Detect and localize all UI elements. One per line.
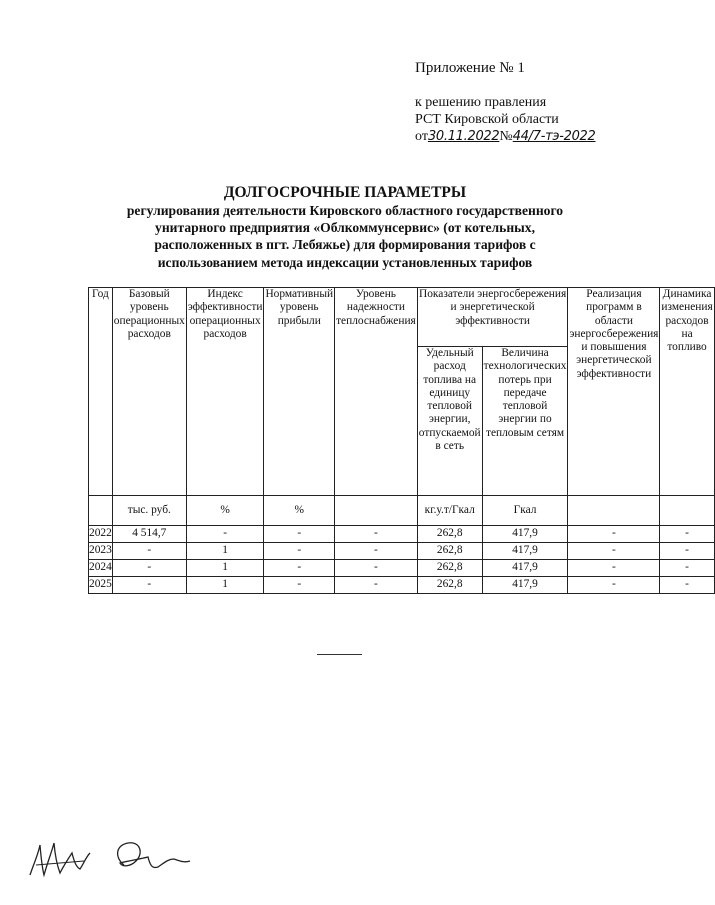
header-efficiency-index: Индекс эффективности операционных расходов (186, 288, 264, 496)
cell-base: - (112, 543, 186, 560)
cell-specific: 262,8 (417, 543, 482, 560)
cell-losses: 417,9 (482, 526, 568, 543)
cell-fuel: - (660, 577, 714, 594)
handwritten-signatures (24, 835, 204, 885)
cell-fuel: - (660, 543, 714, 560)
table-row (89, 526, 715, 543)
header-year: Год (89, 288, 113, 496)
document-title (80, 183, 610, 271)
unit-specific: кг.у.т/Гкал (417, 496, 482, 526)
cell-index: 1 (186, 577, 264, 594)
cell-index: 1 (186, 543, 264, 560)
unit-profit: % (264, 496, 335, 526)
decision-number: 44/7-тэ-2022 (512, 129, 596, 144)
title-line-2: унитарного предприятия «Облкоммунсервис» (от котельных, (155, 220, 535, 236)
header-programs: Реализация программ в области энергосбережения и повышения энергетической эффективности (568, 288, 660, 496)
cell-fuel: - (660, 560, 714, 577)
number-prefix: № (499, 129, 513, 144)
cell-year: 2024 (89, 560, 113, 577)
cell-base: 4 514,7 (112, 526, 186, 543)
cell-fuel: - (660, 526, 714, 543)
closing-divider (317, 654, 362, 655)
cell-programs: - (568, 543, 660, 560)
cell-base: - (112, 560, 186, 577)
cell-profit: - (264, 543, 335, 560)
cell-losses: 417,9 (482, 577, 568, 594)
cell-losses: 417,9 (482, 560, 568, 577)
cell-base: - (112, 577, 186, 594)
title-line-1: регулирования деятельности Кировского областного государственного (126, 203, 564, 218)
decision-date: 30.11.2022 (427, 129, 500, 144)
title-line-3: расположенных в пгт. Лебяжье) для формирования тарифов с (154, 237, 536, 253)
table-row (89, 543, 715, 560)
header-reliability: Уровень надежности теплоснабжения (335, 288, 418, 496)
unit-losses: Гкал (482, 496, 568, 526)
cell-reliability: - (335, 577, 418, 594)
appendix-label: Приложение № 1 (415, 60, 525, 76)
cell-specific: 262,8 (417, 526, 482, 543)
cell-reliability: - (335, 560, 418, 577)
cell-profit: - (264, 577, 335, 594)
header-energy-group: Показатели энергосбережения и энергетической эффективности (417, 288, 568, 347)
cell-index: 1 (186, 560, 264, 577)
decision-line-2: РСТ Кировской области (415, 112, 559, 127)
cell-year: 2025 (89, 577, 113, 594)
header-heat-losses: Величина технологических потерь при передаче тепловой энергии по тепловым сетям (482, 347, 568, 496)
cell-reliability: - (335, 526, 418, 543)
ot-prefix: от (415, 129, 428, 144)
cell-profit: - (264, 526, 335, 543)
cell-reliability: - (335, 543, 418, 560)
unit-base: тыс. руб. (112, 496, 186, 526)
header-fuel-dynamics: Динамика изменения расходов на топливо (660, 288, 714, 496)
cell-year: 2023 (89, 543, 113, 560)
unit-year (89, 496, 113, 526)
cell-profit: - (264, 560, 335, 577)
decision-reference (415, 94, 596, 145)
table-row (89, 577, 715, 594)
header-base-costs: Базовый уровень операционных расходов (112, 288, 186, 496)
header-specific-fuel: Удельный расход топлива на единицу тепловой энергии, отпускаемой в сеть (417, 347, 482, 496)
cell-programs: - (568, 577, 660, 594)
title-line-4: использованием метода индексации установленных тарифов (157, 254, 533, 270)
unit-index: % (186, 496, 264, 526)
cell-specific: 262,8 (417, 577, 482, 594)
cell-index: - (186, 526, 264, 543)
unit-reliability (335, 496, 418, 526)
cell-programs: - (568, 526, 660, 543)
cell-programs: - (568, 560, 660, 577)
decision-line-1: к решению правления (415, 95, 547, 110)
unit-fuel (660, 496, 714, 526)
title-heading: ДОЛГОСРОЧНЫЕ ПАРАМЕТРЫ (223, 184, 467, 201)
cell-specific: 262,8 (417, 560, 482, 577)
unit-programs (568, 496, 660, 526)
header-profit-level: Нормативный уровень прибыли (264, 288, 335, 496)
decision-date-number (415, 128, 596, 145)
cell-year: 2022 (89, 526, 113, 543)
table-row (89, 560, 715, 577)
cell-losses: 417,9 (482, 543, 568, 560)
parameters-table (88, 287, 715, 594)
